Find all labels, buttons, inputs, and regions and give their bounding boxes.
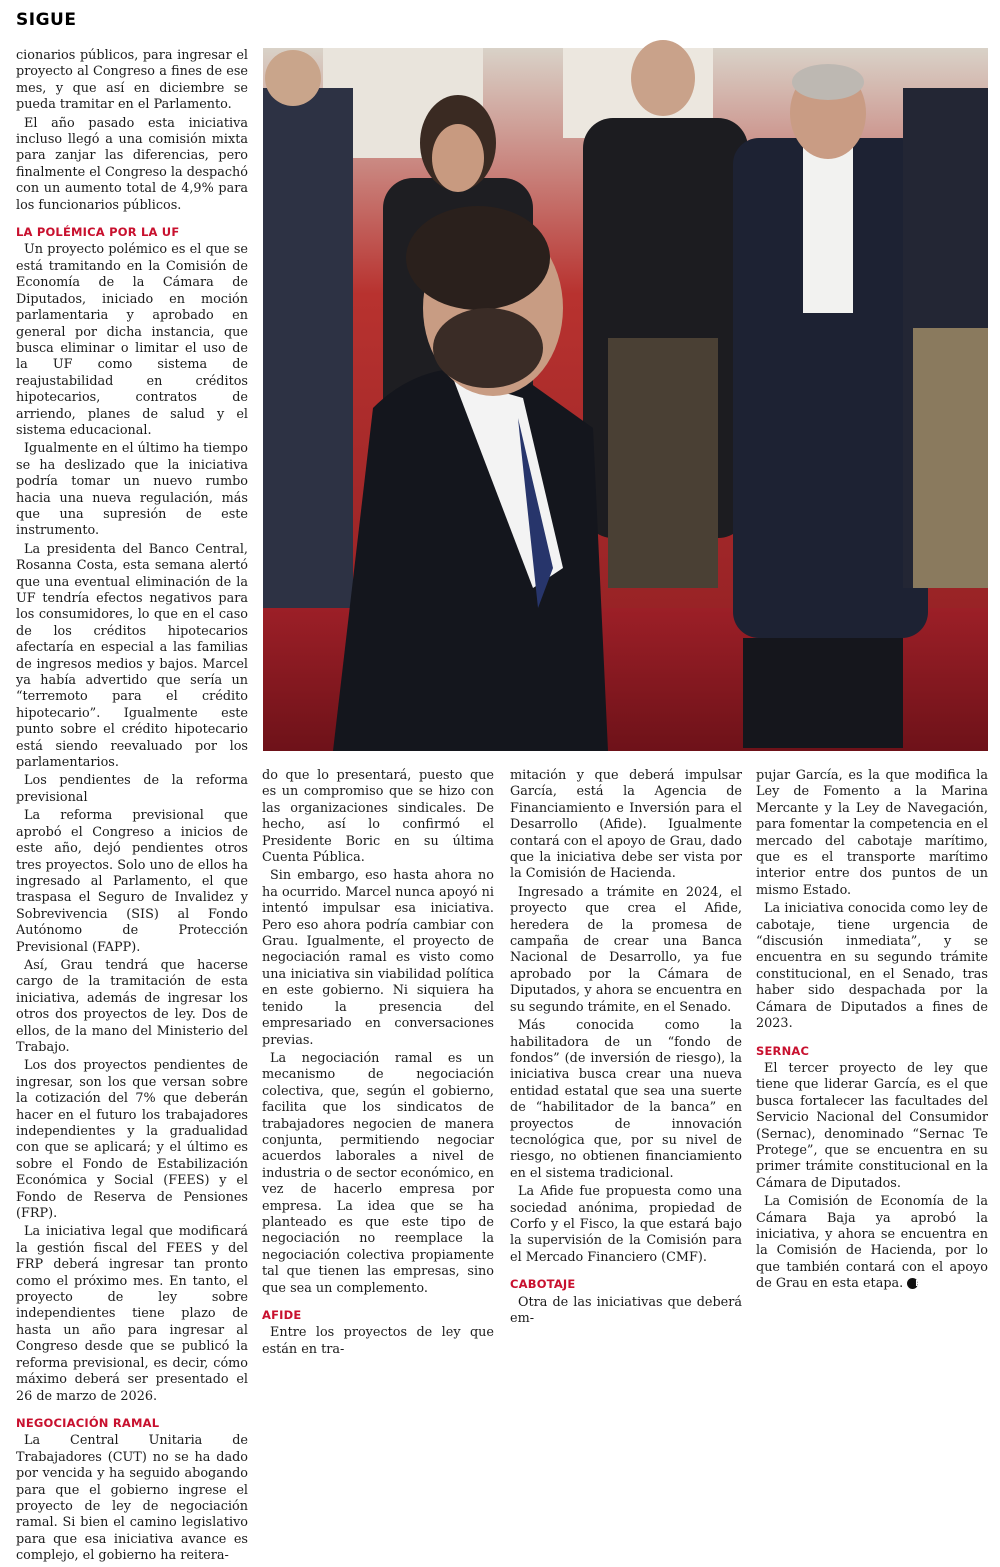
end-mark-icon: P [907,1278,918,1289]
paragraph: Sin embargo, eso hasta ahora no ha ocurrido. Marcel nunca apoyó ni intentó impulsar esa iniciativa. Pero eso ahora podría cambiar con Grau. Igualmente, el proyecto de negociación ramal es visto como una iniciativa sin viabilidad política en este gobierno. Ni siquiera ha tenido la presencia del empresariado en conversaciones previas. [262,868,494,1048]
paragraph: pujar García, es la que modifica la Ley de Fomento a la Marina Mercante y la Ley de Navegación, para fomentar la competencia en el mercado del cabotaje marítimo, que es el transporte marítimo interior entre dos puntos de un mismo Estado. [756,768,988,898]
subheading-uf: LA POLÉMICA POR LA UF [16,225,180,240]
paragraph: La iniciativa legal que modificará la gestión fiscal del FEES y del FRP deberá ingresar tan pronto como el próximo mes. En tanto, el proyecto de ley sobre independientes tiene plazo de hasta un año para ingresar al Congreso desde que se publicó la reforma previsional, es decir, cómo máximo deberá ser presentado el 26 de marzo de 2026. [16,1224,248,1404]
subheading-sernac: SERNAC [756,1043,810,1058]
paragraph: Los pendientes de la reforma previsional [16,773,248,805]
paragraph: La iniciativa conocida como ley de cabotaje, tiene urgencia de “discusión inmediata”, y se encuentra en su segundo trámite constitucional, en el Senado, tras haber sido despachada por la Cámara de Diputados a fines de 2023. [756,901,988,1032]
paragraph: cionarios públicos, para ingresar el proyecto al Congreso a fines de ese mes, y que así en diciembre se pueda tramitar en el Parlamento. [16,48,248,113]
article-column-1 [16,48,248,1567]
paragraph: La reforma previsional que aprobó el Congreso a inicios de este año, dejó pendientes otros tres proyectos. Solo uno de ellos ha ingresado al Parlamento, el que traspasa el Seguro de Invalidez y Sobrevivencia (SIS) al Fondo Autónomo de Protección Previsional (FAPP). [16,808,248,955]
paragraph: El año pasado esta iniciativa incluso llegó a una comisión mixta para zanjar las diferencias, pero finalmente el Congreso la despachó con un aumento total de 4,9% para los funcionarios públicos. [16,115,248,213]
paragraph: La Central Unitaria de Trabajadores (CUT) no se ha dado por vencida y ha seguido abogando para que el gobierno ingrese el proyecto de ley de negociación ramal. Si bien el camino legislativo para que esa iniciativa avance es complejo, el gobierno ha reitera- [16,1433,248,1564]
paragraph: La presidenta del Banco Central, Rosanna Costa, esta semana alertó que una eventual eliminación de la UF tendría efectos negativos para los consumidores, lo que en el caso de los créditos hipotecarios afectaría en especial a las familias de ingresos medios y bajos. Marcel ya había advertido que sería un “terremoto para el crédito hipotecario”. Igualmente este punto sobre el crédito hipotecario está siendo reevaluado por los parlamentarios. [16,541,248,771]
paragraph: Más conocida como la habilitadora de un “fondo de fondos” (de inversión de riesgo), la iniciativa busca crear una nueva entidad estatal que sea una suerte de “habilitador de la banca” en proyectos de innovación tecnológica que, por su nivel de riesgo, no obtienen financiamiento en el sistema tradicional. [510,1018,742,1181]
section-label: SIGUE [16,10,77,30]
paragraph: El tercer proyecto de ley que tiene que liderar García, es el que busca fortalecer las facultades del Servicio Nacional del Consumidor (Sernac), denominado “Sernac Te Protege”, que se encuentra en su primer trámite constitucional en la Cámara de Diputados. [756,1060,988,1191]
paragraph: Igualmente en el último ha tiempo se ha deslizado que la iniciativa podría tomar un nuevo rumbo hacia una nueva regulación, más que una supresión de este instrumento. [16,441,248,539]
paragraph [756,1194,988,1292]
article-column-2 [262,768,494,1360]
paragraph: Así, Grau tendrá que hacerse cargo de la tramitación de esta iniciativa, además de ingresar los otros dos proyectos de ley. Dos de ellos, de la mano del Ministerio del Trabajo. [16,957,248,1055]
subheading-negociacion-ramal: NEGOCIACIÓN RAMAL [16,1415,160,1430]
article-column-3 [510,768,742,1329]
paragraph-text: La Comisión de Economía de la Cámara Baja ya aprobó la iniciativa, y ahora se encuentra en la Comisión de Hacienda, por lo que también contará con el apoyo de Grau en esta etapa. [756,1194,988,1292]
paragraph: La negociación ramal es un mecanismo de negociación colectiva, que, según el gobierno, facilita que los sindicatos de trabajadores negocien de manera conjunta, permitiendo negociar acuerdos laborales a nivel de industria o de sector económico, en vez de hacerlo empresa por empresa. La idea que se ha planteado es que este tipo de negociación no reemplace la negociación colectiva propiamente tal que tienen las empresas, sino que sea un complemento. [262,1050,494,1296]
article-photo [263,48,988,751]
subheading-afide: AFIDE [262,1308,302,1322]
paragraph: Otra de las iniciativas que deberá em- [510,1294,742,1326]
subheading-cabotaje: CABOTAJE [510,1277,576,1292]
paragraph: Ingresado a trámite en 2024, el proyecto que crea el Afide, heredera de la promesa de campaña de crear una Banca Nacional de Desarrollo, ya fue aprobado por la Cámara de Diputados, y ahora se encuentra en su segundo trámite, en el Senado. [510,884,742,1015]
paragraph: Entre los proyectos de ley que están en tra- [262,1325,494,1357]
paragraph: do que lo presentará, puesto que es un compromiso que se hizo con las organizaciones sindicales. De hecho, así lo confirmó el Presidente Boric en su última Cuenta Pública. [262,768,494,866]
paragraph: Un proyecto polémico es el que se está tramitando en la Comisión de Economía de la Cámara de Diputados, iniciado en moción parlamentaria y aprobado en general por dicha instancia, que busca eliminar o limitar el uso de la UF como sistema de reajustabilidad en créditos hipotecarios, contratos de arriendo, planes de salud y el sistema educacional. [16,242,248,438]
article-column-4 [756,768,988,1295]
paragraph: Los dos proyectos pendientes de ingresar, son los que versan sobre la cotización del 7% que deberán hacer en el futuro los trabajadores independientes y la gradualidad con que se aplicará; y el último es sobre el Fondo de Estabilización Económica y Social (FEES) y el Fondo de Reserva de Pensiones (FRP). [16,1058,248,1222]
paragraph: mitación y que deberá impulsar García, está la Agencia de Financiamiento e Inversión para el Desarrollo (Afide). Igualmente contará con el apoyo de Grau, dado que la iniciativa debe ser vista por la Comisión de Hacienda. [510,768,742,882]
photo-group-people-icon [263,48,988,751]
paragraph: La Afide fue propuesta como una sociedad anónima, propiedad de Corfo y el Fisco, la que estará bajo la supervisión de la Comisión para el Mercado Financiero (CMF). [510,1184,742,1265]
